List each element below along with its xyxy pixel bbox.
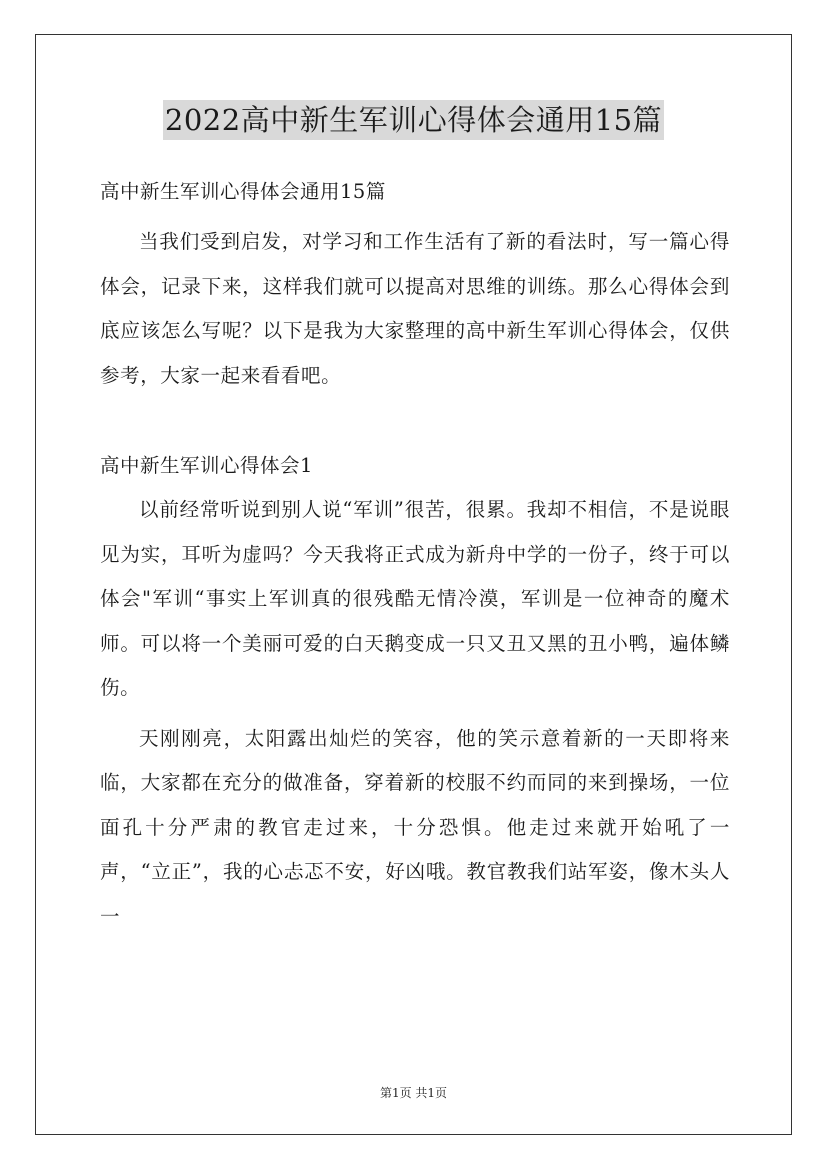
page-footer: 第1页 共1页: [379, 1086, 448, 1100]
document-title: 2022高中新生军训心得体会通用15篇: [163, 100, 664, 140]
document-subtitle: 高中新生军训心得体会通用15篇: [100, 180, 386, 203]
intro-paragraph: 当我们受到启发，对学习和工作生活有了新的看法时，写一篇心得体会，记录下来，这样我们就可以提高对思维的训练。那么心得体会到底应该怎么写呢？以下是我为大家整理的高中新生军训心得体会，仅供参考，大家一起来看看吧。: [100, 230, 730, 387]
title-container: [0, 100, 827, 140]
section-spacer: [100, 398, 730, 444]
body-paragraph: 以前经常听说到别人说“军训”很苦，很累。我却不相信，不是说眼见为实，耳听为虚吗？今天我将正式成为新舟中学的一份子，终于可以体会"军训“事实上军训真的很残酷无情冷漠，军训是一位神奇的魔术师。可以将一个美丽可爱的白天鹅变成一只又丑又黑的丑小鸭，遍体鳞伤。: [100, 498, 730, 699]
body-paragraph: 天刚刚亮，太阳露出灿烂的笑容，他的笑示意着新的一天即将来临，大家都在充分的做准备，穿着新的校服不约而同的来到操场，一位面孔十分严肃的教官走过来，十分恐惧。他走过来就开始吼了一声，“立正”，我的心忐忑不安，好凶哦。教官教我们站军姿，像木头人一: [100, 726, 730, 928]
section-heading: 高中新生军训心得体会1: [100, 454, 313, 477]
document-body: [100, 172, 730, 939]
